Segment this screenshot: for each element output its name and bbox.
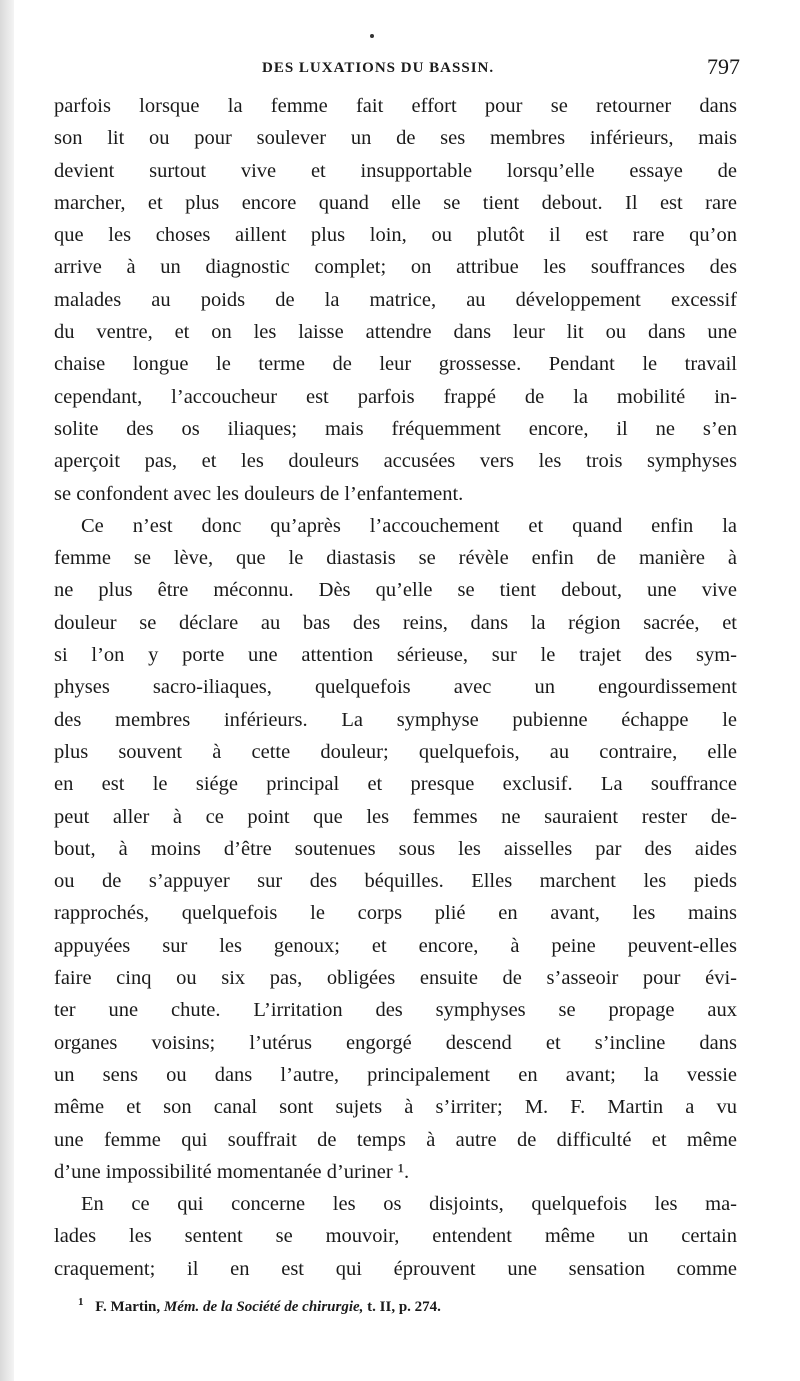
text-line: arrive à un diagnostic complet; on attribue les souffrances des <box>54 256 737 279</box>
text-line: peut aller à ce point que les femmes ne sauraient rester de- <box>54 805 737 828</box>
text-line: des membres inférieurs. La symphyse pubienne échappe le <box>54 708 737 731</box>
text-line: organes voisins; l’utérus engorgé descend et s’incline dans <box>54 1031 737 1054</box>
text-line: faire cinq ou six pas, obligées ensuite de s’asseoir pour évi- <box>54 967 737 990</box>
page-number: 797 <box>707 54 740 79</box>
text-line: une femme qui souffrait de temps à autre de difficulté et même <box>54 1128 737 1151</box>
text-line: malades au poids de la matrice, au développement excessif <box>54 288 737 311</box>
footnote-title: Mém. de la Société de chirurgie, <box>163 1299 364 1315</box>
text-line: du ventre, et on les laisse attendre dans leur lit ou dans une <box>54 321 737 344</box>
text-line: craquement; il en est qui éprouvent une sensation comme <box>54 1257 737 1280</box>
text-line: appuyées sur les genoux; et encore, à peine peuvent-elles <box>54 934 737 957</box>
printer-mark <box>370 34 374 38</box>
text-line: femme se lève, que le diastasis se révèle enfin de manière à <box>54 547 737 570</box>
text-line: aperçoit pas, et les douleurs accusées vers les trois symphyses <box>54 450 737 473</box>
text-line: si l’on y porte une attention sérieuse, sur le trajet des sym- <box>54 644 737 667</box>
footnote-mark: 1 <box>78 1296 84 1308</box>
text-line: plus souvent à cette douleur; quelquefois, au contraire, elle <box>54 740 737 763</box>
running-head <box>54 54 744 86</box>
page-gutter-shadow <box>0 0 14 1381</box>
text-line: cependant, l’accoucheur est parfois frappé de la mobilité in- <box>54 385 737 408</box>
text-line: lades les sentent se mouvoir, entendent même un certain <box>54 1225 737 1248</box>
text-line: physes sacro-iliaques, quelquefois avec un engourdissement <box>54 676 737 699</box>
text-line: se confondent avec les douleurs de l’enfantement. <box>54 482 464 505</box>
text-line: devient surtout vive et insupportable lorsqu’elle essaye de <box>54 159 737 182</box>
text-line: un sens ou dans l’autre, principalement en avant; la vessie <box>54 1063 737 1086</box>
text-line: ou de s’appuyer sur des béquilles. Elles marchent les pieds <box>54 870 737 893</box>
footnote-author: F. Martin, <box>95 1299 161 1315</box>
footnote <box>78 1296 718 1316</box>
footnote-ref: t. II, p. 274. <box>367 1299 441 1315</box>
body-text <box>54 90 737 1285</box>
running-title: DES LUXATIONS DU BASSIN. <box>262 60 495 76</box>
text-line: ne plus être méconnu. Dès qu’elle se tient debout, une vive <box>54 579 737 602</box>
text-line: ter une chute. L’irritation des symphyses se propage aux <box>54 999 737 1022</box>
text-line: solite des os iliaques; mais fréquemment encore, il ne s’en <box>54 417 737 440</box>
text-line: Ce n’est donc qu’après l’accouchement et quand enfin la <box>81 514 737 537</box>
text-line: rapprochés, quelquefois le corps plié en avant, les mains <box>54 902 737 925</box>
text-line: d’une impossibilité momentanée d’uriner ¹. <box>54 1160 410 1183</box>
text-line: parfois lorsque la femme fait effort pour se retourner dans <box>54 95 737 117</box>
text-line: même et son canal sont sujets à s’irriter; M. F. Martin a vu <box>54 1096 737 1119</box>
text-line: en est le siége principal et presque exclusif. La souffrance <box>54 773 737 796</box>
text-line: que les choses aillent plus loin, ou plutôt il est rare qu’on <box>54 224 737 247</box>
text-line: bout, à moins d’être soutenues sous les aisselles par des aides <box>54 837 737 860</box>
text-line: douleur se déclare au bas des reins, dans la région sacrée, et <box>54 611 737 634</box>
text-line: marcher, et plus encore quand elle se tient debout. Il est rare <box>54 191 737 214</box>
text-line: chaise longue le terme de leur grossesse. Pendant le travail <box>54 353 737 376</box>
text-line: En ce qui concerne les os disjoints, quelquefois les ma- <box>81 1193 737 1216</box>
text-line: son lit ou pour soulever un de ses membres inférieurs, mais <box>54 127 737 150</box>
